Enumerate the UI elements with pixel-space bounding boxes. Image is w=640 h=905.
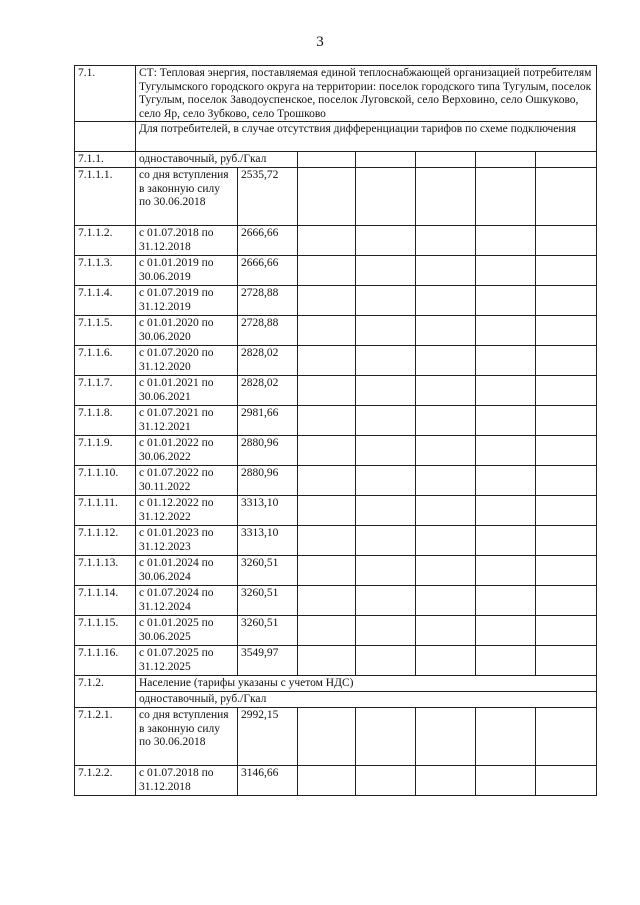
empty-cell xyxy=(356,346,416,376)
empty-cell xyxy=(476,556,536,586)
row-value: 3260,51 xyxy=(238,616,298,646)
empty-cell xyxy=(416,496,476,526)
row-value: 3313,10 xyxy=(238,496,298,526)
group-header-row xyxy=(75,152,597,168)
empty-cell xyxy=(476,436,536,466)
row-code: 7.1.2.1. xyxy=(75,708,136,766)
empty-cell xyxy=(298,646,356,676)
table-row xyxy=(75,316,597,346)
table-row xyxy=(75,226,597,256)
row-code: 7.1.1.15. xyxy=(75,616,136,646)
empty-cell xyxy=(536,556,597,586)
empty-cell xyxy=(298,316,356,346)
row-value: 2535,72 xyxy=(238,168,298,226)
empty-cell xyxy=(476,496,536,526)
empty-cell xyxy=(298,586,356,616)
empty-cell xyxy=(356,766,416,796)
section-row xyxy=(75,66,597,122)
empty-cell xyxy=(356,436,416,466)
empty-cell xyxy=(356,376,416,406)
empty-cell xyxy=(298,496,356,526)
row-value: 2880,96 xyxy=(238,466,298,496)
row-period: с 01.01.2021 по 30.06.2021 xyxy=(136,376,238,406)
empty-cell xyxy=(298,436,356,466)
row-period: с 01.07.2024 по 31.12.2024 xyxy=(136,586,238,616)
empty-cell xyxy=(298,152,356,168)
empty-cell xyxy=(416,646,476,676)
empty-cell xyxy=(298,346,356,376)
table-row xyxy=(75,466,597,496)
empty-cell xyxy=(356,152,416,168)
row-period: с 01.01.2025 по 30.06.2025 xyxy=(136,616,238,646)
table-row xyxy=(75,376,597,406)
empty-cell xyxy=(416,766,476,796)
empty-cell xyxy=(476,346,536,376)
table-row xyxy=(75,436,597,466)
empty-cell xyxy=(356,226,416,256)
empty-cell xyxy=(416,168,476,226)
empty-cell xyxy=(536,346,597,376)
empty-cell xyxy=(298,256,356,286)
empty-cell xyxy=(536,496,597,526)
row-value: 2666,66 xyxy=(238,226,298,256)
table-row xyxy=(75,256,597,286)
row-code: 7.1.1.12. xyxy=(75,526,136,556)
empty-cell xyxy=(356,646,416,676)
table-row xyxy=(75,766,597,796)
empty-cell xyxy=(416,526,476,556)
empty-cell xyxy=(356,496,416,526)
section-title: СТ: Тепловая энергия, поставляемая единой теплоснабжающей организацией потребителям Тугулымского городского округа на территории: поселок городского типа Тугулым, поселок Тугулым, поселок Заводоуспенское, поселок Луговской, село Верховино, село Ошкуково, село Яр, село Зубково, село Трошково xyxy=(136,66,597,122)
empty-cell xyxy=(356,406,416,436)
row-value: 3549,97 xyxy=(238,646,298,676)
empty-cell xyxy=(476,152,536,168)
empty-cell xyxy=(536,708,597,766)
row-period: с 01.07.2020 по 31.12.2020 xyxy=(136,346,238,376)
table-row xyxy=(75,496,597,526)
row-value: 2992,15 xyxy=(238,708,298,766)
table-row xyxy=(75,646,597,676)
empty-cell xyxy=(476,466,536,496)
page-number: 3 xyxy=(316,34,324,50)
empty-cell xyxy=(416,586,476,616)
empty-cell xyxy=(356,616,416,646)
empty-cell xyxy=(356,168,416,226)
row-period: с 01.07.2019 по 31.12.2019 xyxy=(136,286,238,316)
group-label: одноставочный, руб./Гкал xyxy=(136,152,298,168)
empty-cell xyxy=(536,586,597,616)
empty-cell xyxy=(416,406,476,436)
row-code: 7.1.1.10. xyxy=(75,466,136,496)
empty-cell xyxy=(476,168,536,226)
row-value: 2880,96 xyxy=(238,436,298,466)
row-value: 2666,66 xyxy=(238,256,298,286)
empty-cell xyxy=(536,466,597,496)
empty-cell xyxy=(476,586,536,616)
empty-cell xyxy=(476,316,536,346)
row-value: 2828,02 xyxy=(238,376,298,406)
table-row xyxy=(75,406,597,436)
row-period: с 01.01.2022 по 30.06.2022 xyxy=(136,436,238,466)
row-period: с 01.01.2024 по 30.06.2024 xyxy=(136,556,238,586)
group-code: 7.1.1. xyxy=(75,152,136,168)
empty-cell xyxy=(416,286,476,316)
row-period: с 01.12.2022 по 31.12.2022 xyxy=(136,496,238,526)
empty-cell xyxy=(476,406,536,436)
empty-cell xyxy=(416,556,476,586)
group-title: Население (тарифы указаны с учетом НДС) xyxy=(136,676,597,692)
table-row xyxy=(75,616,597,646)
row-value: 2981,66 xyxy=(238,406,298,436)
row-code: 7.1.1.4. xyxy=(75,286,136,316)
empty-cell xyxy=(536,286,597,316)
empty-cell xyxy=(416,316,476,346)
empty-cell xyxy=(536,436,597,466)
empty-cell xyxy=(298,766,356,796)
empty-cell xyxy=(476,256,536,286)
empty-cell xyxy=(356,708,416,766)
row-value: 2828,02 xyxy=(238,346,298,376)
empty-cell xyxy=(416,436,476,466)
empty-cell xyxy=(416,616,476,646)
row-period: со дня вступления в законную силу по 30.06.2018 xyxy=(136,168,238,226)
empty-cell xyxy=(298,286,356,316)
empty-cell xyxy=(356,256,416,286)
row-code: 7.1.1.6. xyxy=(75,346,136,376)
group-header-row xyxy=(75,676,597,692)
row-period: с 01.01.2020 по 30.06.2020 xyxy=(136,316,238,346)
empty-cell xyxy=(298,168,356,226)
row-period: с 01.07.2018 по 31.12.2018 xyxy=(136,226,238,256)
row-period: с 01.01.2019 по 30.06.2019 xyxy=(136,256,238,286)
empty-cell xyxy=(536,168,597,226)
empty-cell xyxy=(356,556,416,586)
consumers-note: Для потребителей, в случае отсутствия дифференциации тарифов по схеме подключения xyxy=(136,122,597,152)
empty-cell xyxy=(298,526,356,556)
empty-cell xyxy=(416,226,476,256)
row-code: 7.1.1.8. xyxy=(75,406,136,436)
row-period: с 01.07.2025 по 31.12.2025 xyxy=(136,646,238,676)
consumers-note-row xyxy=(75,122,597,152)
empty-cell xyxy=(536,646,597,676)
empty-cell xyxy=(298,406,356,436)
empty-cell xyxy=(476,226,536,256)
row-code: 7.1.1.14. xyxy=(75,586,136,616)
empty-cell xyxy=(75,122,136,152)
empty-cell xyxy=(536,152,597,168)
empty-cell xyxy=(298,376,356,406)
row-value: 2728,88 xyxy=(238,286,298,316)
empty-cell xyxy=(476,646,536,676)
table-row xyxy=(75,526,597,556)
row-code: 7.1.1.13. xyxy=(75,556,136,586)
row-code: 7.1.1.11. xyxy=(75,496,136,526)
empty-cell xyxy=(298,616,356,646)
row-value: 3146,66 xyxy=(238,766,298,796)
empty-cell xyxy=(416,708,476,766)
empty-cell xyxy=(536,226,597,256)
row-value: 3260,51 xyxy=(238,586,298,616)
row-period: с 01.07.2022 по 30.11.2022 xyxy=(136,466,238,496)
empty-cell xyxy=(298,226,356,256)
table-row xyxy=(75,286,597,316)
empty-cell xyxy=(476,708,536,766)
empty-cell xyxy=(298,466,356,496)
row-period: с 01.01.2023 по 31.12.2023 xyxy=(136,526,238,556)
empty-cell xyxy=(476,616,536,646)
empty-cell xyxy=(356,586,416,616)
group-code: 7.1.2. xyxy=(75,676,136,708)
row-code: 7.1.1.7. xyxy=(75,376,136,406)
row-code: 7.1.1.5. xyxy=(75,316,136,346)
group-label: одноставочный, руб./Гкал xyxy=(136,692,597,708)
row-value: 3313,10 xyxy=(238,526,298,556)
table-row xyxy=(75,586,597,616)
row-code: 7.1.1.2. xyxy=(75,226,136,256)
empty-cell xyxy=(536,376,597,406)
empty-cell xyxy=(356,286,416,316)
empty-cell xyxy=(536,406,597,436)
empty-cell xyxy=(476,376,536,406)
empty-cell xyxy=(416,346,476,376)
empty-cell xyxy=(536,316,597,346)
table-row xyxy=(75,168,597,226)
row-value: 3260,51 xyxy=(238,556,298,586)
row-code: 7.1.2.2. xyxy=(75,766,136,796)
empty-cell xyxy=(476,286,536,316)
row-period: с 01.07.2021 по 31.12.2021 xyxy=(136,406,238,436)
section-code: 7.1. xyxy=(75,66,136,122)
row-code: 7.1.1.16. xyxy=(75,646,136,676)
empty-cell xyxy=(298,708,356,766)
empty-cell xyxy=(536,526,597,556)
empty-cell xyxy=(416,466,476,496)
empty-cell xyxy=(476,526,536,556)
empty-cell xyxy=(298,556,356,586)
group-label-row xyxy=(75,692,597,708)
empty-cell xyxy=(416,256,476,286)
row-code: 7.1.1.1. xyxy=(75,168,136,226)
row-period: со дня вступления в законную силу по 30.06.2018 xyxy=(136,708,238,766)
table-row xyxy=(75,556,597,586)
row-value: 2728,88 xyxy=(238,316,298,346)
empty-cell xyxy=(356,466,416,496)
row-period: с 01.07.2018 по 31.12.2018 xyxy=(136,766,238,796)
row-code: 7.1.1.9. xyxy=(75,436,136,466)
empty-cell xyxy=(416,152,476,168)
empty-cell xyxy=(356,316,416,346)
empty-cell xyxy=(536,616,597,646)
empty-cell xyxy=(536,766,597,796)
table-row xyxy=(75,708,597,766)
tariff-table xyxy=(74,65,597,796)
empty-cell xyxy=(356,526,416,556)
empty-cell xyxy=(536,256,597,286)
empty-cell xyxy=(476,766,536,796)
empty-cell xyxy=(416,376,476,406)
row-code: 7.1.1.3. xyxy=(75,256,136,286)
table-row xyxy=(75,346,597,376)
